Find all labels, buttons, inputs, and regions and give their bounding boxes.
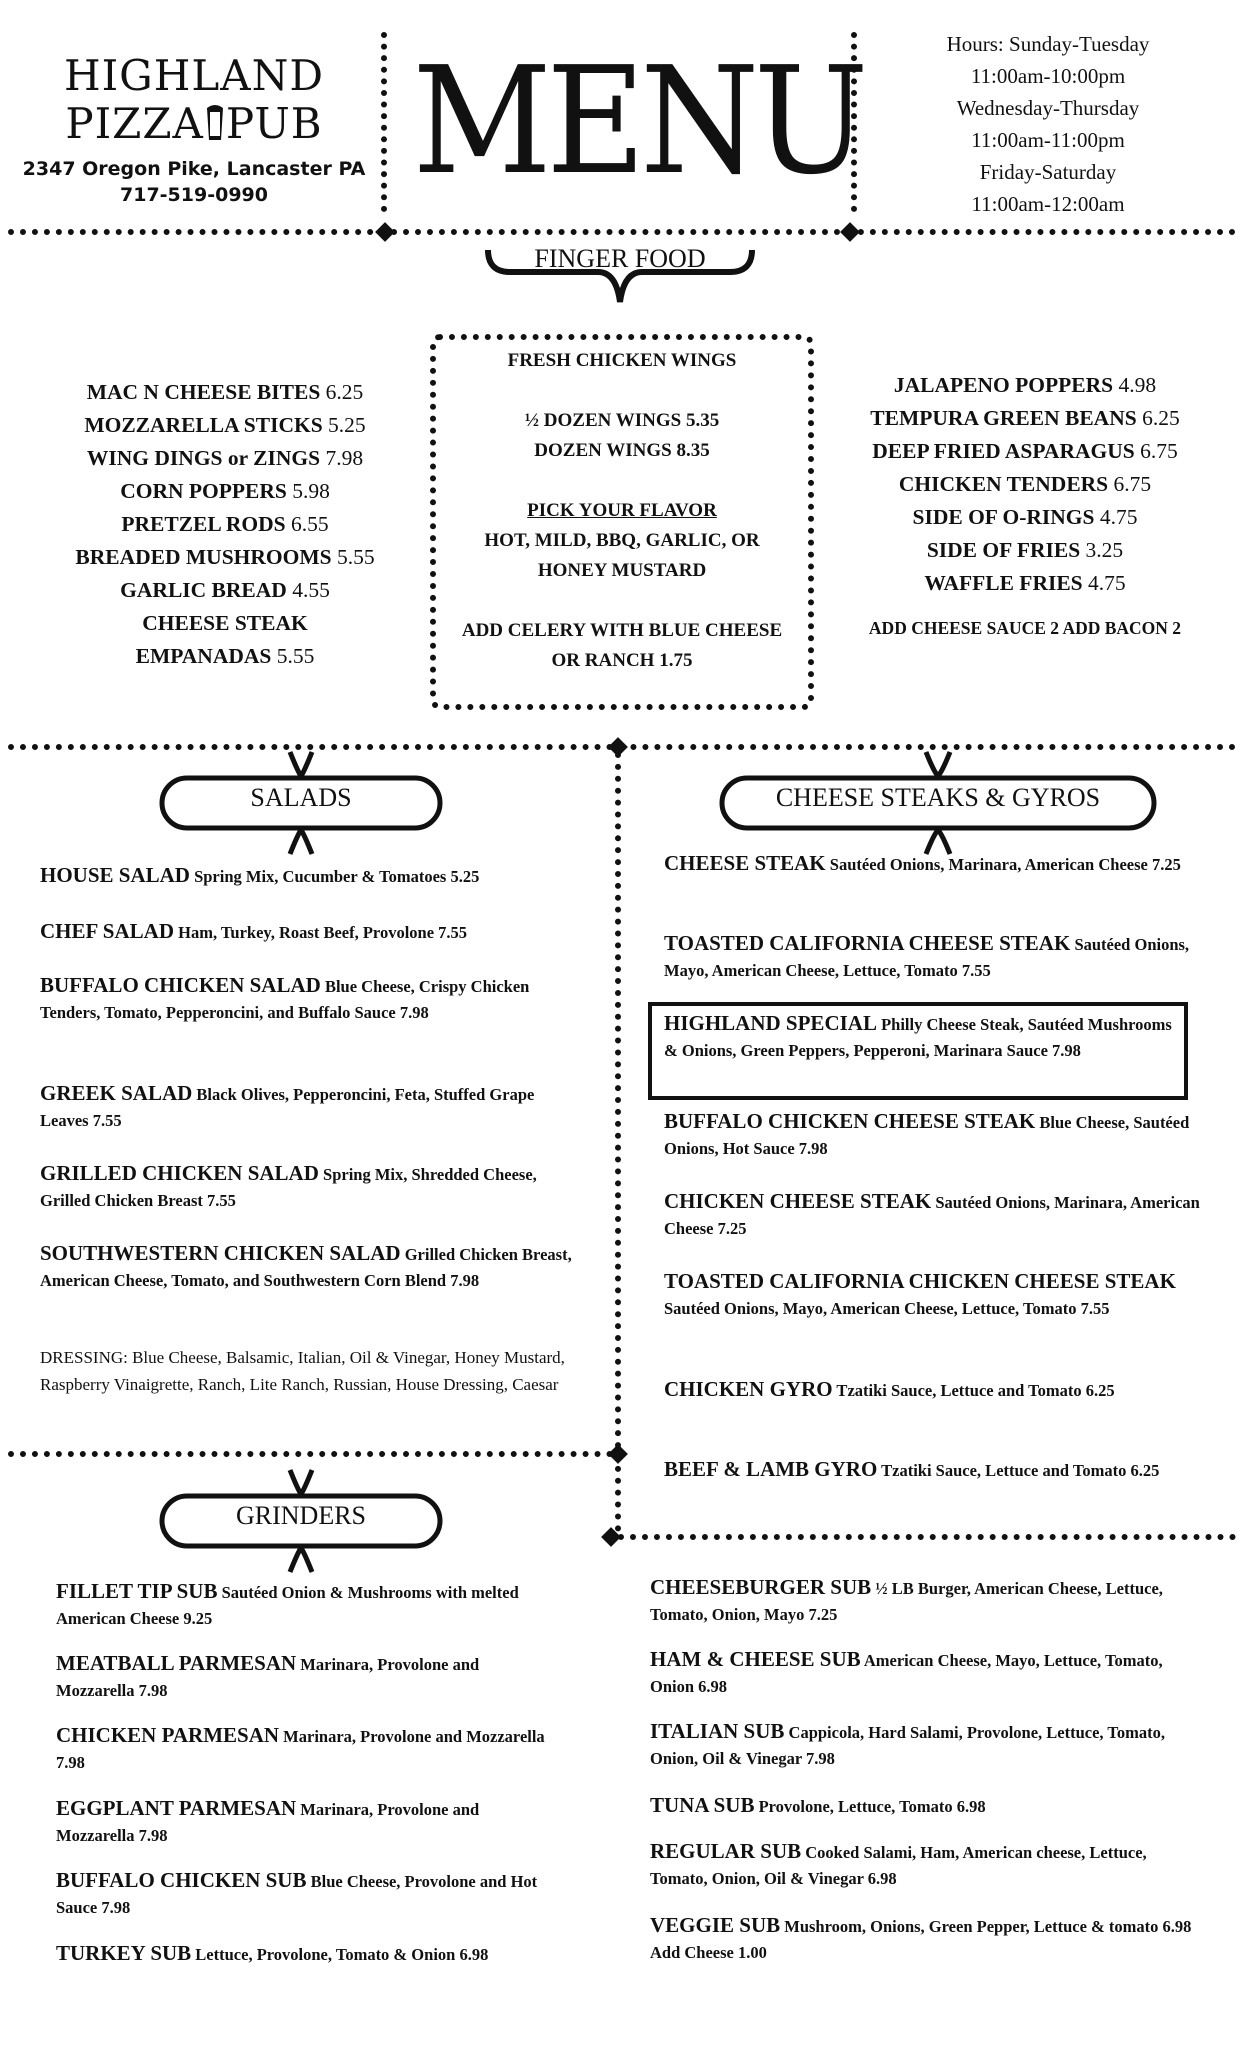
- menu-item: CHEF SALAD Ham, Turkey, Roast Beef, Provolone 7.55: [40, 919, 468, 943]
- menu-item: GREEK SALAD Black Olives, Pepperoncini, Feta, Stuffed Grape Leaves 7.55: [40, 1081, 535, 1130]
- wings-flavors: HOT, MILD, BBQ, GARLIC, OR: [484, 530, 760, 551]
- finger-food-addons: ADD CHEESE SAUCE 2 ADD BACON 2: [868, 618, 1182, 638]
- restaurant-name-pub: PUB: [225, 99, 323, 148]
- menu-item: BUFFALO CHICKEN SALAD Blue Cheese, Crispy Chicken Tenders, Tomato, Pepperoncini, and Buffalo Sauce 7.98: [40, 973, 530, 1022]
- salads-bottom-rule: [8, 1451, 613, 1457]
- menu-item: GRILLED CHICKEN SALAD Spring Mix, Shredded Cheese, Grilled Chicken Breast 7.55: [40, 1161, 537, 1210]
- finger-food-right-list: [830, 369, 1220, 639]
- steaks-bottom-rule: [618, 1534, 1236, 1540]
- finger-food-left-list: [40, 376, 410, 673]
- divider-diamond: [608, 1444, 628, 1464]
- beer-glass-icon: [204, 102, 226, 152]
- list-item: WAFFLE FRIES 4.75: [924, 571, 1126, 595]
- menu-item: TUNA SUB Provolone, Lettuce, Tomato 6.98: [650, 1793, 986, 1817]
- dressing-options: DRESSING: Blue Cheese, Balsamic, Italian, Oil & Vinegar, Honey Mustard, Raspberry Vinaigrette, Ranch, Lite Ranch, Russian, House Dressing, Caesar: [40, 1348, 565, 1394]
- menu-item: FILLET TIP SUB Sautéed Onion & Mushrooms with melted American Cheese 9.25: [56, 1579, 519, 1628]
- hours-line: 11:00am-11:00pm: [971, 128, 1125, 152]
- wings-celery: ADD CELERY WITH BLUE CHEESE: [461, 620, 783, 641]
- wings-half-dozen: ½ DOZEN WINGS 5.35: [524, 410, 720, 431]
- list-item: EMPANADAS 5.55: [135, 644, 315, 668]
- hours-line: 11:00am-10:00pm: [970, 64, 1126, 88]
- menu-item: CHEESE STEAK Sautéed Onions, Marinara, American Cheese 7.25: [664, 851, 1181, 875]
- phone-number: 717-519-0990: [120, 184, 268, 206]
- center-column-divider: [615, 752, 621, 1532]
- menu-item: BUFFALO CHICKEN SUB Blue Cheese, Provolone and Hot Sauce 7.98: [56, 1868, 538, 1917]
- list-item: SIDE OF FRIES 3.25: [926, 538, 1124, 562]
- menu-item: TOASTED CALIFORNIA CHICKEN CHEESE STEAK Sautéed Onions, Mayo, American Cheese, Lettuce, Tomato 7.55: [664, 1269, 1176, 1318]
- list-item: GARLIC BREAD 4.55: [120, 578, 330, 602]
- menu-item: CHICKEN GYRO Tzatiki Sauce, Lettuce and Tomato 6.25: [664, 1377, 1115, 1401]
- menu-title: MENU: [412, 35, 864, 207]
- list-item: MOZZARELLA STICKS 5.25: [84, 413, 366, 437]
- list-item: BREADED MUSHROOMS 5.55: [75, 545, 375, 569]
- menu-item: CHEESEBURGER SUB ½ LB Burger, American Cheese, Lettuce, Tomato, Onion, Mayo 7.25: [650, 1575, 1163, 1624]
- menu-item: BUFFALO CHICKEN CHEESE STEAK Blue Cheese, Sautéed Onions, Hot Sauce 7.98: [664, 1109, 1190, 1158]
- menu-item: CHICKEN CHEESE STEAK Sautéed Onions, Marinara, American Cheese 7.25: [664, 1189, 1200, 1238]
- wings-dozen: DOZEN WINGS 8.35: [534, 440, 710, 461]
- wings-flavors: HONEY MUSTARD: [537, 560, 707, 581]
- list-item: TEMPURA GREEN BEANS 6.25: [870, 406, 1180, 430]
- menu-item: REGULAR SUB Cooked Salami, Ham, American cheese, Lettuce, Tomato, Onion, Oil & Vinegar 6.98: [650, 1839, 1147, 1888]
- restaurant-name-line1: HIGHLAND: [63, 51, 325, 100]
- hours-block: [868, 28, 1228, 220]
- hours-line: 11:00am-12:00am: [971, 192, 1125, 216]
- divider-diamond: [375, 222, 395, 242]
- hours-line: Wednesday-Thursday: [956, 96, 1140, 120]
- list-item: DEEP FRIED ASPARAGUS 6.75: [872, 439, 1178, 463]
- menu-item: HOUSE SALAD Spring Mix, Cucumber & Tomatoes 5.25: [40, 863, 480, 887]
- list-item: CHICKEN TENDERS 6.75: [898, 472, 1152, 496]
- menu-item: CHICKEN PARMESAN Marinara, Provolone and Mozzarella 7.98: [56, 1723, 545, 1772]
- list-item: PRETZEL RODS 6.55: [121, 512, 329, 536]
- menu-item-highland-special: HIGHLAND SPECIAL Philly Cheese Steak, Sautéed Mushrooms & Onions, Green Peppers, Pepperoni, Marinara Sauce 7.98: [664, 1011, 1172, 1060]
- header-bottom-rule: [8, 229, 1236, 235]
- list-item: MAC N CHEESE BITES 6.25: [86, 380, 364, 404]
- restaurant-name-pizza: PIZZA: [65, 99, 204, 148]
- steaks-title: CHEESE STEAKS & GYROS: [775, 783, 1101, 812]
- address: 2347 Oregon Pike, Lancaster PA: [22, 158, 366, 180]
- menu-item: EGGPLANT PARMESAN Marinara, Provolone and Mozzarella 7.98: [56, 1796, 480, 1845]
- menu-item: VEGGIE SUB Mushroom, Onions, Green Pepper, Lettuce & tomato 6.98 Add Cheese 1.00: [650, 1913, 1192, 1962]
- finger-food-title: FINGER FOOD: [534, 244, 706, 273]
- menu-item: MEATBALL PARMESAN Marinara, Provolone and Mozzarella 7.98: [56, 1651, 480, 1700]
- menu-item: BEEF & LAMB GYRO Tzatiki Sauce, Lettuce and Tomato 6.25: [664, 1457, 1160, 1481]
- hours-line: Hours: Sunday-Tuesday: [946, 32, 1150, 56]
- wings-flavor-heading: PICK YOUR FLAVOR: [527, 500, 717, 521]
- wings-content: [436, 346, 808, 676]
- list-item: SIDE OF O-RINGS 4.75: [912, 505, 1138, 529]
- grinders-title: GRINDERS: [235, 1501, 366, 1530]
- restaurant-name-line2: [20, 100, 368, 152]
- header-divider-right: [851, 32, 857, 212]
- menu-item: ITALIAN SUB Cappicola, Hard Salami, Provolone, Lettuce, Tomato, Onion, Oil & Vinegar 7.98: [650, 1719, 1165, 1768]
- list-item: CORN POPPERS 5.98: [120, 479, 330, 503]
- menu-item: TURKEY SUB Lettuce, Provolone, Tomato & Onion 6.98: [56, 1941, 489, 1965]
- divider-diamond: [840, 222, 860, 242]
- header-divider-left: [381, 32, 387, 212]
- salads-title: SALADS: [250, 783, 352, 812]
- list-item: WING DINGS or ZINGS 7.98: [86, 446, 364, 470]
- list-item: JALAPENO POPPERS 4.98: [893, 373, 1157, 397]
- list-item: CHEESE STEAK: [142, 611, 308, 635]
- hours-line: Friday-Saturday: [979, 160, 1117, 184]
- menu-item: SOUTHWESTERN CHICKEN SALAD Grilled Chicken Breast, American Cheese, Tomato, and Southwestern Corn Blend 7.98: [40, 1241, 572, 1290]
- wings-title: FRESH CHICKEN WINGS: [507, 350, 737, 371]
- menu-item: TOASTED CALIFORNIA CHEESE STEAK Sautéed Onions, Mayo, American Cheese, Lettuce, Tomato 7.55: [664, 931, 1190, 980]
- menu-item: HAM & CHEESE SUB American Cheese, Mayo, Lettuce, Tomato, Onion 6.98: [650, 1647, 1163, 1696]
- wings-celery: OR RANCH 1.75: [551, 650, 693, 671]
